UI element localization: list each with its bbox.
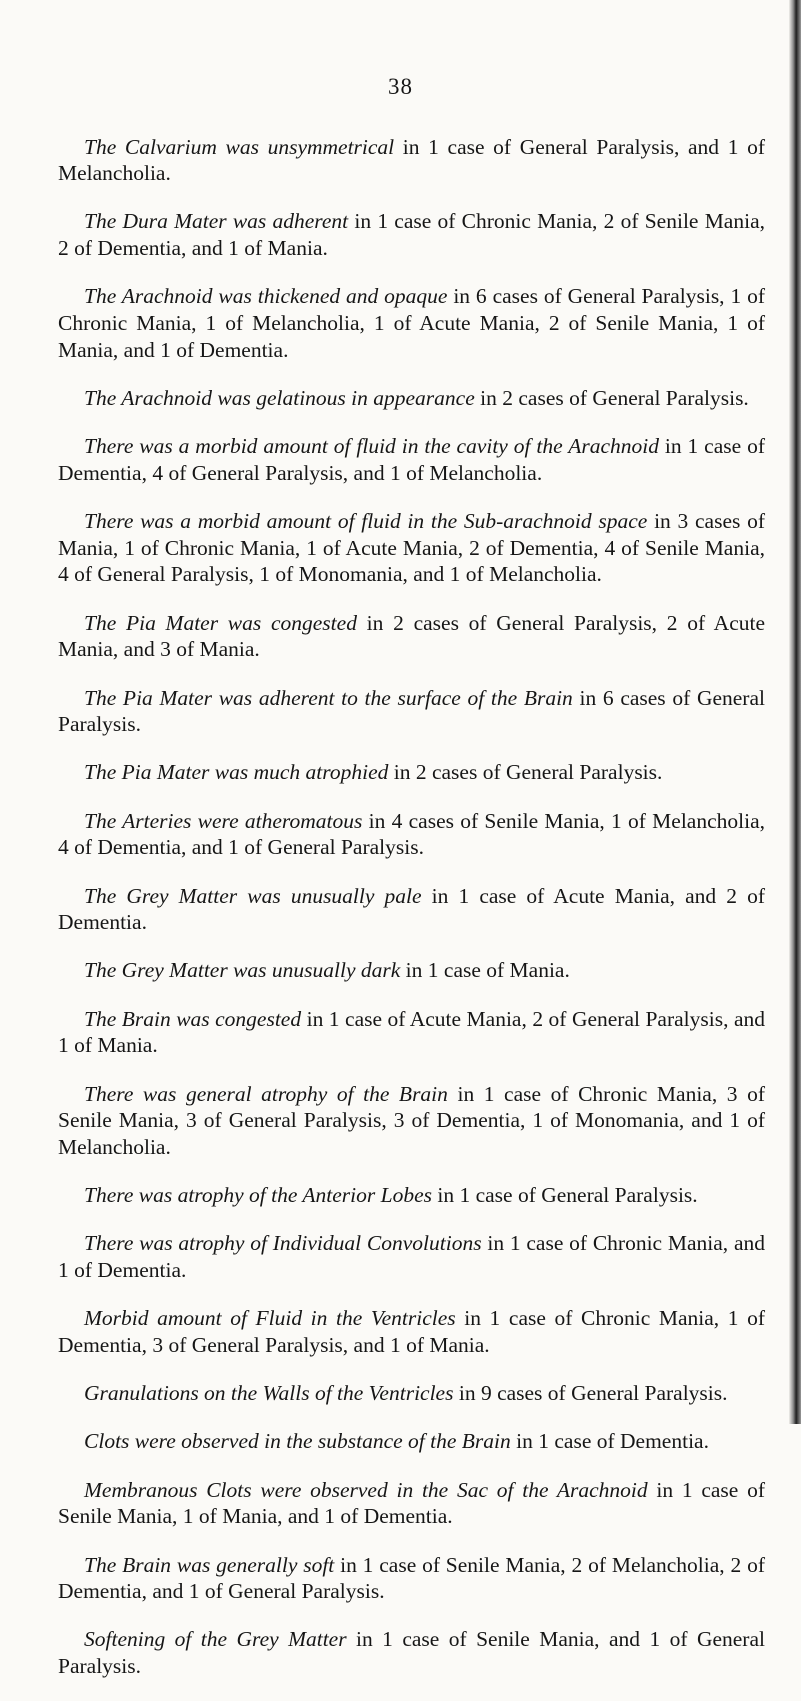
paragraph-text: in 2 cases of General Paralysis. [474,385,749,410]
paragraph-text: in 1 case of Chronic Mania, 1 of Dementia, 3 of General Paralysis, and 1 of Mania. [58,1306,765,1357]
paragraph-heading: Clots were observed in the substance of the Brain [84,1429,511,1454]
paragraph [58,957,765,984]
paragraph-heading: The Arteries were atheromatous [84,808,363,833]
paragraph [58,808,765,861]
paragraph-text: in 1 case of Chronic Mania, 3 of Senile Mania, 3 of General Paralysis, 3 of Dementia, 1 of Monomania, and 1 of Melancholia. [58,1081,765,1159]
paragraph-text: in 2 cases of General Paralysis, 2 of Acute Mania, and 3 of Mania. [58,610,766,662]
paragraph-heading: There was a morbid amount of fluid in the cavity of the Arachnoid [84,434,659,459]
paragraph [58,685,765,738]
paragraph [58,1182,765,1209]
paragraph [58,759,765,786]
paragraph [58,1380,765,1407]
paragraph-text: in 1 case of Chronic Mania, and 1 of Dementia. [58,1231,765,1283]
paragraph [58,1477,765,1530]
paragraph-heading: Morbid amount of Fluid in the Ventricles [84,1306,456,1331]
paragraph-heading: Softening of the Grey Matter [84,1627,347,1652]
paragraph-text: in 4 cases of Senile Mania, 1 of Melancholia, 4 of Dementia, and 1 of General Paralysis. [58,808,766,860]
paragraph-text: in 1 case of General Paralysis. [431,1183,698,1208]
paragraph-heading: There was general atrophy of the Brain [84,1081,448,1106]
paragraph-heading: Membranous Clots were observed in the Sac of the Arachnoid [84,1477,648,1502]
paragraph-heading: The Arachnoid was thickened and opaque [84,284,448,309]
paragraph [58,883,765,936]
paragraph-heading: The Calvarium was unsymmetrical [84,134,395,159]
paragraph-heading: There was atrophy of the Anterior Lobes [84,1183,432,1208]
paragraph-text: in 1 case of General Paralysis, and 1 of Melancholia. [58,134,765,186]
paragraph [58,208,765,261]
paragraph-heading: There was a morbid amount of fluid in the Sub-arachnoid space [84,509,648,534]
paragraph [58,283,765,363]
paragraph [58,385,765,412]
page-body [58,112,765,1701]
paragraph [58,433,765,486]
paragraph-heading: There was atrophy of Individual Convolutions [84,1231,482,1256]
paragraph-heading: The Pia Mater was congested [84,610,357,635]
paragraph-text: in 1 case of Chronic Mania, 2 of Senile Mania, 2 of Dementia, and 1 of Mania. [58,209,765,261]
paragraph-text: in 1 case of Senile Mania, and 1 of General Paralysis. [58,1627,765,1679]
paragraph-heading: The Brain was generally soft [84,1552,335,1577]
paragraph [58,1006,765,1059]
paragraph [58,610,765,663]
paragraph [58,1230,765,1283]
paragraph-heading: The Brain was congested [84,1006,302,1031]
paragraph [58,1428,765,1455]
paragraph [58,134,765,187]
paragraph-text: in 1 case of Dementia. [510,1429,709,1454]
paragraph-text: in 1 case of Mania. [400,958,570,983]
paragraph-heading: The Grey Matter was unusually dark [84,958,401,983]
page-number: 38 [388,74,413,99]
paragraph [58,508,765,588]
paragraph-text: in 1 case of Acute Mania, and 2 of Dementia. [58,883,766,935]
paragraph-text: in 1 case of Acute Mania, 2 of General Paralysis, and 1 of Mania. [58,1006,766,1058]
paragraph-heading: The Pia Mater was much atrophied [84,760,389,785]
paragraph-text: in 6 cases of General Paralysis. [58,685,765,737]
paragraph-heading: The Dura Mater was adherent [84,209,349,234]
paragraph-heading: Granulations on the Walls of the Ventricles [84,1381,454,1406]
paragraph-text: in 9 cases of General Paralysis. [453,1381,728,1406]
paragraph-text: in 6 cases of General Paralysis, 1 of Chronic Mania, 1 of Melancholia, 1 of Acute Mania, 2 of Senile Mania, 1 of Mania, and 1 of Dementia. [58,284,765,362]
paragraph-heading: The Pia Mater was adherent to the surface of the Brain [84,685,573,710]
paragraph [58,1081,765,1161]
paragraph-text: in 1 case of Dementia, 4 of General Paralysis, and 1 of Melancholia. [58,434,765,485]
paragraph [58,1626,765,1679]
paragraph-text: in 2 cases of General Paralysis. [388,760,663,785]
paragraph [58,1552,765,1605]
paragraph-text: in 1 case of Senile Mania, 2 of Melancholia, 2 of Dementia, and 1 of General Paralysis. [58,1552,765,1604]
paragraph-heading: The Arachnoid was gelatinous in appearance [84,385,475,410]
page-edge-shadow [789,0,801,1424]
paragraph [58,1305,765,1358]
paragraph-text: in 1 case of Senile Mania, 1 of Mania, and 1 of Dementia. [58,1477,765,1529]
paragraph-heading: The Grey Matter was unusually pale [84,883,422,908]
paragraph-text: in 3 cases of Mania, 1 of Chronic Mania, 1 of Acute Mania, 2 of Dementia, 4 of Senile Mania, 4 of General Paralysis, 1 of Monomania, and 1 of Melancholia. [58,509,765,587]
